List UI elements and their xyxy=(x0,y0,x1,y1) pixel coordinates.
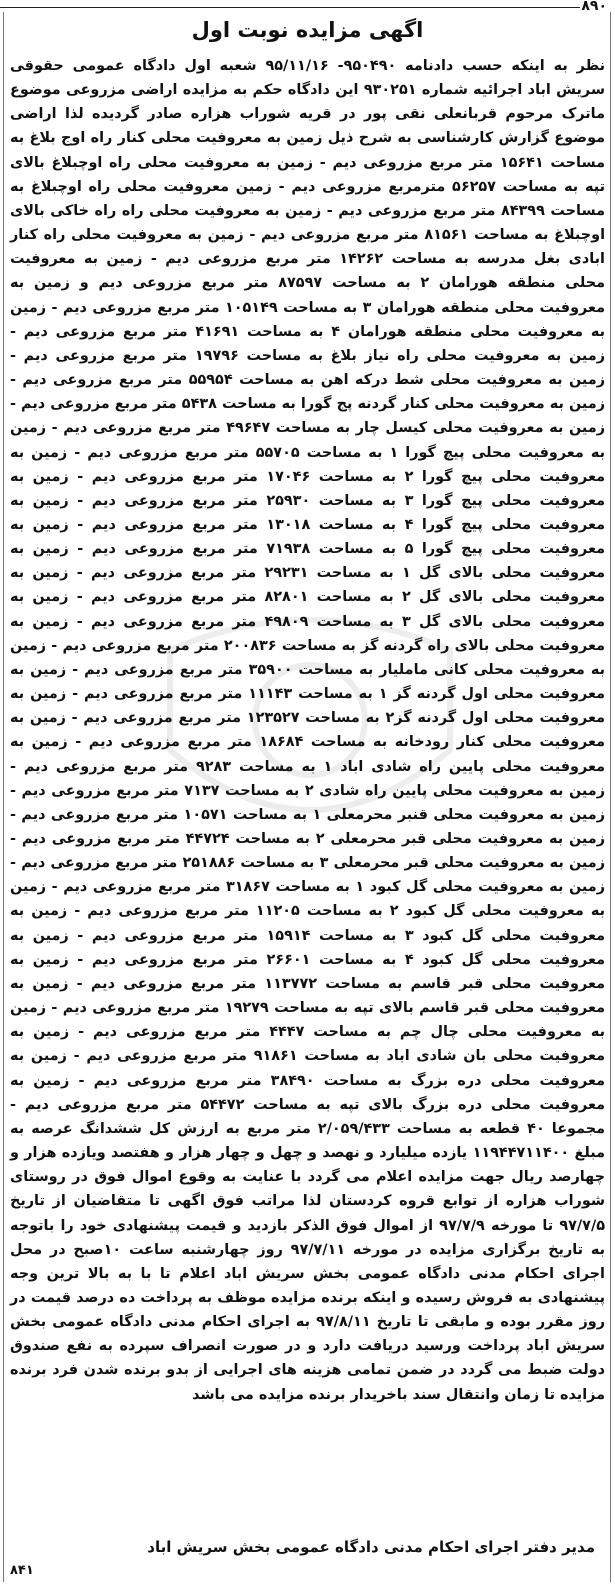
ad-code-number: ۸۴۱ xyxy=(10,1563,34,1578)
top-ad-number: ۸۹۰ xyxy=(581,0,607,14)
notice-title: اگهی مزایده نوبت اول xyxy=(191,18,424,42)
top-divider xyxy=(0,7,580,8)
notice-body: نظر به اینکه حسب دادنامه ۹۵۰۴۹۰- ۹۵/۱۱/۱۶ شعبه اول دادگاه عمومی حقوقی سریش اباد اجرائیه شماره ۹۳۰۲۵۱ این دادگاه حکم به مزایده اراضی مزروعی موضوع ماترک مرحوم قربانعلی نقی پور در قریه شوراب هزاره صادر گردیده لذا اراضی موضوع گزارش کارشناسی به شرح ذیل زمین به معروفیت محلی کنار راه اوج بلاغ به مساحت ۱۵۶۴۱ متر مربع مزروعی دیم - زمین به معروفیت محلی راه اوچبلاغ بالای تپه به مساحت ۵۶۲۵۷ مترمربع مزروعی دیم - زمین معروفیت محلی راه اوچبلاغ به مساحت ۸۴۳۹۹ متر مربع مزروعی دیم - زمین به معروفیت محلی راه راه خاکی بالای اوچبلاغ به مساحت ۸۱۵۶۱ متر مربع مزروعی دیم - زمین به معروفیت محلی راه کنار ابادی بغل مدرسه به مساحت ۱۴۲۶۲ متر مربع مزروعی دیم - زمین به معروفیت محلی منطقه هورامان ۲ به مساحت ۸۷۵۹۷ متر مربع مزروعی دیم و زمین به معروفیت محلی منطقه هورامان ۳ به مساحت ۱۰۵۱۴۹ متر مربع مزروعی دیم - زمین به معروفیت محلی منطقه هورامان ۴ به مساحت ۴۱۶۹۱ متر مربع مزروعی دیم - زمین به معروفیت محلی راه نیاز بلاغ به مساحت ۱۹۷۹۶ متر مربع مزروعی دیم - زمین به معروفیت محلی شط درکه اهن به مساحت ۵۵۹۵۴ متر مربع مزروعی دیم - زمین به معروفیت محلی کنار گردنه پج گورا به مساحت ۵۴۳۸ متر مربع مزروعی دیم - زمین به معروفیت محلی کیسل چار به مساحت ۴۹۶۴۷ متر مربع مزروعی دیم - زمین به معروفیت محلی پیچ گورا ۱ به مساحت ۵۵۷۰۵ متر مربع مزروعی دیم - زمین به معروفیت محلی پیچ گورا ۲ به مساحت ۱۷۰۴۶ متر مربع مزروعی دیم - زمین به معروفیت محلی پیچ گورا ۳ به مساحت ۲۵۹۳۰ متر مربع مزروعی دیم - زمین به معروفیت محلی پیچ گورا ۴ به مساحت ۱۳۰۱۸ متر مربع مزروعی دیم - زمین به معروفیت محلی پیچ گورا ۵ به مساحت ۷۱۹۳۸ متر مربع مزروعی دیم - زمین به معروفیت محلی بالای گل ۱ به مساحت ۲۹۲۳۱ متر مربع مزروعی دیم - زمین به معروفیت محلی بالای گل ۲ به مساحت ۸۲۸۰۱ متر مربع مزروعی دیم - زمین به معروفیت محلی بالای گل ۳ به مساحت ۴۹۸۰۹ متر مربع مزروعی دیم - زمین به معروفیت محلی بالای راه گردنه گز به مساحت ۲۰۰۸۳۶ متر مربع مزروعی دیم - زمین به معروفیت محلی کانی ماملیار به مساحت ۳۵۹۰۰ متر مربع مزروعی دیم - زمین به معروفیت محلی اول گردنه گز ۱ به مساحت ۱۱۱۴۳ متر مربع مزروعی دیم - زمین به معروفیت محلی اول گردنه گز۲ به مساحت ۱۲۳۵۲۷ متر مربع مزروعی دیم - زمین به معروفیت محلی کنار رودخانه به مساحت ۱۸۶۸۴ متر مربع مزروعی دیم - زمین به معروفیت محلی پایین راه شادی اباد ۱ به مساحت ۹۲۸۳ متر مربع مزروعی دیم - زمین به معروفیت محلی پایین راه شادی ۲ به مساحت ۷۱۳۷ متر مربع مزروعی دیم - زمین به معروفیت محلی قنبر محرمعلی ۱ به مساحت ۱۰۵۷۱ متر مربع مزروعی دیم - زمین به معروفیت محلی قبر محرمعلی ۲ به مساحت ۴۴۷۲۴ متر مربع مزروعی دیم - زمین به معروفیت محلی قبر محرمعلی ۳ به مساحت ۲۵۱۸۸۶ متر مربع مزروعی دیم - زمین به معروفیت محلی گل کبود ۱ به مساحت ۳۱۸۶۷ متر مربع مزروعی دیم - زمین به معروفیت محلی گل کبود ۲ به مساحت ۱۱۲۰۵ متر مربع مزروعی دیم - زمین به معروفیت محلی گل کبود ۳ به مساحت ۱۵۹۱۴ متر مربع مزروعی دیم - زمین به معروفیت محلی گل کبود ۴ به مساحت ۲۶۶۰۱ متر مربع مزروعی دیم - زمین به معروفیت محلی قبر قاسم به مساحت ۱۱۳۷۷۲ متر مربع مزروعی دیم - زمین به معروفیت محلی قبر قاسم بالای تپه به مساحت ۱۹۲۷۹ متر مربع مزروعی دیم - زمین به معروفیت محلی چال چم به مساحت ۴۴۴۷ متر مربع مزروعی دیم - زمین به معروفیت محلی بان شادی اباد به مساحت ۹۱۸۶۱ متر مربع مزروعی دیم - زمین به معروفیت محلی دره بزرگ به مساحت ۳۸۴۹۰ متر مربع مزروعی دیم - زمین به معروفیت محلی دره بزرگ بالای تپه به مساحت ۵۴۴۷۲ متر مربع مزروعی دیم - مجموعا ۴۰ قطعه به مساحت ۲/۰۵۹/۴۳۳ متر مربع به ارزش کل ششدانگ عرصه به مبلغ ۱۱۹۴۴۷۱۱۴۰۰ یازده میلیارد و نهصد و چهل و چهار هزار و هفتصد ویازده هزار و چهارصد ریال جهت مزایده اعلام می گردد با عنایت به وقوع اموال فوق در روستای شوراب هزاره از توابع قروه کردستان لذا مراتب فوق اگهی تا متقاضیان از تاریخ ۹۷/۷/۵ تا مورخه ۹۷/۷/۹ از اموال فوق الذکر بازدید و قیمت پیشنهادی خود را باتوجه به تاریخ برگزاری مزایده در مورخه ۹۷/۷/۱۱ روز چهارشنبه ساعت ۱۰صبح در محل اجرای احکام مدنی دادگاه عمومی بخش سریش اباد اعلام تا با به بالا ترین وجه پیشنهادی به فروش رسیده و اینکه برنده مزایده موظف به پرداخت ده درصد قیمت در روز مقرر بوده و مابقی تا تاریخ ۹۷/۸/۱۱ به اجرای احکام مدنی دادگاه عمومی بخش سریش اباد پرداخت ورسید دریافت دارد و در صورت انصراف سپرده به نفع صندوق دولت ضبط می گردد در ضمن تمامی هزینه های اجرایی از بدو برنده شدن فرد برنده مزایده تا زمان وانتقال سند باخریدار برنده مزایده می باشد xyxy=(10,58,606,1403)
notice-signature: مدیر دفتر اجرای احکام مدنی دادگاه عمومی بخش سریش اباد xyxy=(147,1538,595,1556)
